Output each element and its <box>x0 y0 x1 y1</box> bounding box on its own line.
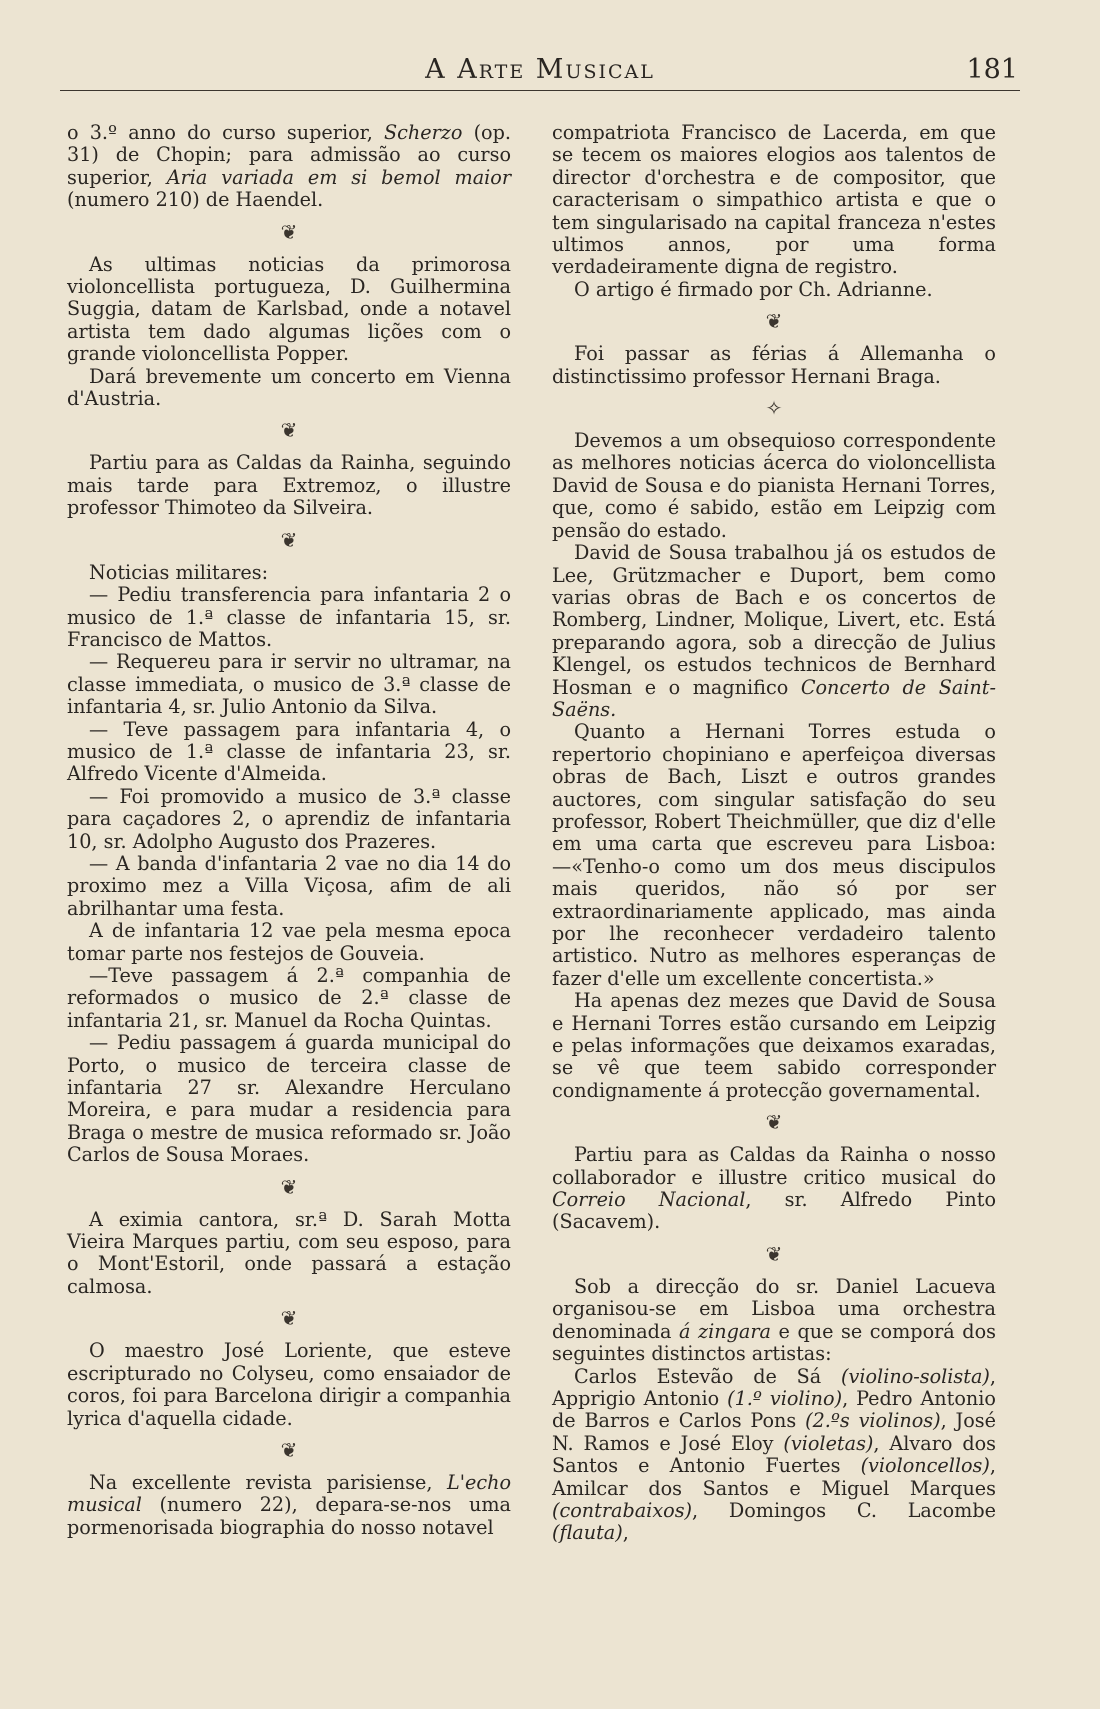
page-header <box>60 50 1020 91</box>
paragraph-echo-musical: Na excellente revista parisiense, L'echo musical (numero 22), depara-se-nos uma pormenorisada biographia do nosso notavel <box>67 1470 511 1539</box>
military-news-item: — Requereu para ir servir no ultramar, na classe immediata, o musico de 3.ª classe de infantaria 4, sr. Julio Antonio da Silva. <box>67 650 511 719</box>
fleuron-icon: ❦ <box>280 418 298 443</box>
military-news-item: —Teve passagem á 2.ª companhia de reformados o musico de 2.ª classe de infantaria 21, sr. Manuel da Rocha Quintas. <box>67 964 511 1032</box>
paragraph-orchestra-members: Carlos Estevão de Sá (violino-solista), Apprigio Antonio (1.º violino), Pedro Antonio de Barros e Carlos Pons (2.ºs violinos), José N. Ramos e José Eloy (violetas), Alvaro dos Santos e Antonio Fuertes (violoncellos), Amilcar dos Santos e Miguel Marques (contrabaixos), Domingos C. Lacombe (flauta), <box>552 1364 996 1545</box>
paragraph-david-de-sousa: David de Sousa trabalhou já os estudos de Lee, Grützmacher e Duport, bem como varias obras de Bach e os concertos de Romberg, Lindner, Molique, Livert, etc. Está preparando agora, sob a direcção de Julius Klengel, os estudos technicos de Bernhard Hosman e o magnifico Concerto de Saint-Saëns. <box>552 541 996 721</box>
military-news-item: — Teve passagem para infantaria 4, o musico de 1.ª classe de infantaria 23, sr. Alfredo Vicente d'Almeida. <box>67 717 511 786</box>
military-news-item: A de infantaria 12 vae pela mesma epoca tomar parte nos festejos de Gouveia. <box>67 919 511 965</box>
right-column <box>552 122 996 1545</box>
paragraph-suggia-concert: Dará brevemente um concerto em Vienna d'Austria. <box>67 364 511 411</box>
military-news-item: — Pediu transferencia para infantaria 2 o musico de 1.ª classe de infantaria 15, sr. Francisco de Mattos. <box>67 583 511 651</box>
left-column <box>67 122 511 1539</box>
paragraph-conservatory-exam: o 3.º anno do curso superior, Scherzo (op. 31) de Chopin; para admissão ao curso superior, Aria variada em si bemol maior (numero 210) de Haendel. <box>67 121 512 212</box>
paragraph-sarah-motta: A eximia cantora, sr.ª D. Sarah Motta Vieira Marques partiu, com seu esposo, para o Mont'Estoril, onde passará a estação calmosa. <box>67 1207 511 1298</box>
military-news-item: — A banda d'infantaria 2 vae no dia 14 do proximo mez a Villa Viçosa, afim de ali abrilhantar uma festa. <box>67 851 511 920</box>
paragraph-correspondent: Devemos a um obsequioso correspondente as melhores noticias ácerca do violoncellista David de Sousa e do pianista Hernani Torres, que, como é sabido, estão em Leipzig com pensão do estado. <box>552 429 996 542</box>
paragraph-suggia: As ultimas noticias da primorosa violoncellista portugueza, D. Guilhermina Suggia, datam de Karlsbad, onde a notavel artista tem dado algumas lições com o grande violoncellista Popper. <box>67 252 511 366</box>
fleuron-icon: ❦ <box>280 1437 298 1462</box>
paragraph-hernani-torres: Quanto a Hernani Torres estuda o repertorio chopiniano e aperfeiçoa diversas obras de Bach, Liszt e outros grandes auctores, com singular satisfação do seu professor, Robert Theichmüller, que diz d'elle em uma carta que escreveu para Lisboa: —«Tenho-o como um dos meus discipulos mais queridos, não só por ser extraordinariamente applicado, mas ainda por lhe reconhecer verdadeiro talento artistico. Nutro as melhores esperanças de fazer d'elle um excellente concertista.» <box>552 720 996 990</box>
page-number: 181 <box>966 54 1018 85</box>
paragraph-lacerda: compatriota Francisco de Lacerda, em que se tecem os maiores elogios aos talentos de director d'orchestra e de compositor, que caracterisam o simpathico artista e que o tem singularisado na capital franceza n'estes ultimos annos, por uma forma verdadeiramente digna de registro. <box>552 121 996 279</box>
fleuron-icon: ❦ <box>280 1306 298 1331</box>
running-title: A Arte Musical <box>425 54 655 85</box>
paragraph-adrianne: O artigo é firmado por Ch. Adrianne. <box>574 277 933 301</box>
fleuron-icon: ❦ <box>765 1110 783 1135</box>
paragraph-alfredo-pinto: Partiu para as Caldas da Rainha o nosso collaborador e illustre critico musical do Correio Nacional, sr. Alfredo Pinto (Sacavem). <box>552 1143 996 1234</box>
fleuron-icon: ❦ <box>280 1174 298 1199</box>
military-news-item: — Pediu passagem á guarda municipal do Porto, o musico de terceira classe de infantaria 27 sr. Alexandre Herculano Moreira, e para mudar a residencia para Braga o mestre de musica reformado sr. João Carlos de Sousa Moraes. <box>67 1031 511 1167</box>
paragraph-orchestra-zingara: Sob a direcção do sr. Daniel Lacueva organisou-se em Lisboa uma orchestra denominada á zingara e que se comporá dos seguintes distinctos artistas: <box>552 1274 996 1366</box>
fleuron-icon: ❦ <box>280 219 298 244</box>
fleuron-icon: ❦ <box>280 527 298 552</box>
fleuron-icon: ❦ <box>765 1241 783 1266</box>
military-news-heading: Noticias militares: <box>89 560 269 584</box>
paragraph-silveira: Partiu para as Caldas da Rainha, seguindo mais tarde para Extremoz, o illustre professor Thimoteo da Silveira. <box>67 451 511 520</box>
star-ornament-icon: ✧ <box>765 396 783 421</box>
fleuron-icon: ❦ <box>765 309 783 334</box>
paragraph-loriente: O maestro José Loriente, que esteve escripturado no Colyseu, como ensaiador de coros, foi para Barcelona dirigir a companhia lyrica d'aquella cidade. <box>67 1339 511 1430</box>
paragraph-hernani-braga: Foi passar as férias á Allemanha o distinctissimo professor Hernani Braga. <box>552 342 996 388</box>
military-news-item: — Foi promovido a musico de 3.ª classe para caçadores 2, o aprendiz de infantaria 10, sr. Adolpho Augusto dos Prazeres. <box>67 784 511 853</box>
paragraph-leipzig: Ha apenas dez mezes que David de Sousa e Hernani Torres estão cursando em Leipzig e pelas informações que deixamos exaradas, se vê que teem sabido corresponder condignamente á protecção governamental. <box>552 989 996 1102</box>
